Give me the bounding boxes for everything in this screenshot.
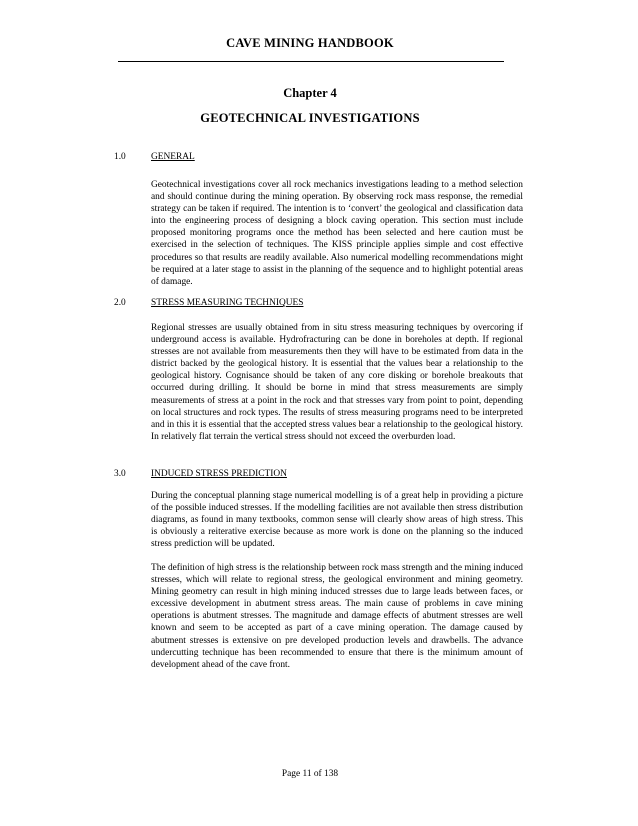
- section-paragraph: Regional stresses are usually obtained from in situ stress measuring techniques by overcoring if underground access is available. Hydrofracturing can be done in boreholes at depth. If regional stresses are not available from measurements then they will have to be estimated from data in the district backed by the geological history. It is essential that the values bear a relationship to the geological history. Cognisance should be taken of any core disking or borehole breakouts that occurred during drilling. It should be borne in mind that stress measurements are simply measurements of stress at a point in the rock and that stresses vary from point to point, depending on local structures and rock types. The results of stress measuring programs need to be interpreted and in this it is essential that the accepted stress values bear a relationship to the geological history. In relatively flat terrain the vertical stress should not exceed the overburden load.: [151, 323, 523, 442]
- chapter-number: Chapter 4: [283, 86, 337, 100]
- section-heading-induced-stress: INDUCED STRESS PREDICTION: [151, 469, 287, 479]
- section-number: 2.0: [114, 298, 126, 308]
- page-number: Page 11 of 138: [281, 769, 339, 779]
- section-heading-general: GENERAL: [151, 152, 195, 162]
- section-number: 1.0: [114, 152, 126, 162]
- section-paragraph: During the conceptual planning stage numerical modelling is of a great help in providing a picture of the possible induced stresses. If the modelling facilities are not available then stress distribution diagrams, as found in many textbooks, common sense will clearly show areas of high stress. This is obviously a reiterative exercise because as more work is done on the planning so the induced stress prediction will be updated.: [151, 491, 523, 550]
- section-number: 3.0: [114, 469, 126, 479]
- section-paragraph: The definition of high stress is the relationship between rock mass strength and the mining induced stresses, which will relate to regional stress, the geological environment and mining geometry. Mining geometry can result in high mining induced stresses due to large leads between faces, or excessive development in abutment stress areas. The main cause of problems in cave mining operations is abutment stresses. The magnitude and damage effects of abutment stresses are well known and seem to be accepted as part of a cave mining operation. The damage caused by abutment stresses is extensive on pre developed production levels and drawbells. The advance undercutting technique has been recommended to ensure that there is the minimum amount of development ahead of the cave front.: [151, 563, 523, 670]
- section-heading-stress-measuring: STRESS MEASURING TECHNIQUES: [151, 298, 304, 308]
- section-paragraph: Geotechnical investigations cover all rock mechanics investigations leading to a method selection and should continue during the mining operation. By observing rock mass response, the remedial strategy can be taken if required. The intention is to ‘convert’ the geological and classification data into the engineering process of designing a block caving operation. This section must include proposed monitoring programs once the method has been selected and here caution must be exercised in the selection of techniques. The KISS principle applies simple and cost effective procedures so that results are readily available. Also numerical modelling recommendations might be required at a later stage to assist in the planning of the sequence and to highlight potential areas of damage.: [151, 180, 523, 287]
- running-header-title: CAVE MINING HANDBOOK: [226, 36, 394, 50]
- chapter-title: GEOTECHNICAL INVESTIGATIONS: [200, 111, 420, 125]
- header-divider: [118, 61, 504, 62]
